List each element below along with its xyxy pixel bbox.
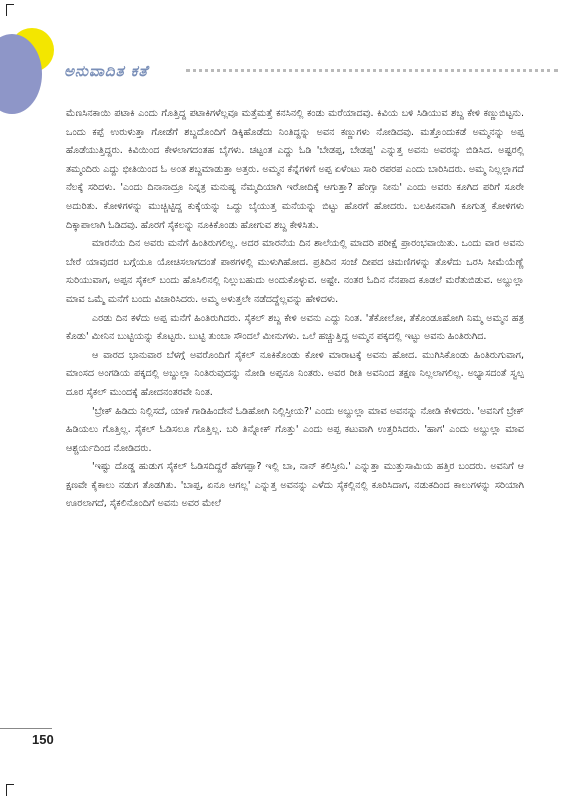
paragraph: 'ಇಷ್ಟು ದೊಡ್ಡ ಹುಡುಗ ಸೈಕಲ್ ಓಡಿಸದಿದ್ದರೆ ಹೇಗಪ್ಪಾ? ಇಲ್ಲಿ ಬಾ, ನಾನ್ ಕಲಿಸ್ತೀನಿ.' ಎನ್ನುತ್ತಾ ಮುತ್ತುಸಾಮಿಯ ಹತ್ತಿರ ಬಂದರು. ಅವನಿಗೆ ಆ ಕ್ಷಣವೇ ಕೈಕಾಲು ನಡುಗ ತೊಡಗಿತು. 'ಬಾಪ್ಪ, ಏನೂ ಆಗಲ್ಲ' ಎನ್ನುತ್ತ ಅವನನ್ನು ಎಳೆದು ಸೈಕಲ್ಲಿನಲ್ಲಿ ಕೂರಿಸಿದಾಗ, ನಡುಕದಿಂದ ಕಾಲುಗಳನ್ನು ಸರಿಯಾಗಿ ಊರಲಾಗದೆ, ಸೈಕಲಿನೊಂದಿಗೆ ಅವನು ಅವರ ಮೇಲೆ — [66, 461, 524, 510]
crop-mark-top-horizontal — [6, 4, 14, 5]
section-title: ಅನುವಾದಿತ ಕತೆ — [64, 62, 149, 80]
page-number: 150 — [32, 732, 54, 747]
crop-mark-bottom-horizontal — [6, 784, 14, 785]
page-number-rule — [0, 728, 52, 729]
dotted-rule — [186, 69, 558, 72]
paragraph: 'ಬ್ರೇಕ್ ಹಿಡಿದು ನಿಲ್ಲಿಸದೆ, ಯಾಕೆ ಗಾಡಿಹಿಂದೇನೆ ಓಡಿಹೋಗಿ ನಿಲ್ಲಿಸ್ತೀಯ?' ಎಂದು ಅಬ್ದುಲ್ಲಾ ಮಾವ ಅವನನ್ನು ನೋಡಿ ಕೇಳಿದರು. 'ಅವನಿಗೆ ಬ್ರೇಕ್ ಹಿಡಿಯಲು ಗೊತ್ತಿಲ್ಲ. ಸೈಕಲ್ ಓಡಿಸಲೂ ಗೊತ್ತಿಲ್ಲ. ಬರಿ ತಿನ್ನೋಕ್ ಗೊತ್ತು' ಎಂದು ಅಪ್ಪ ಕಟುವಾಗಿ ಉತ್ತರಿಸಿದರು. 'ಹಾಗ' ಎಂದು ಅಬ್ದುಲ್ಲಾ ಮಾವ ಆಶ್ಚರ್ಯದಿಂದ ನೋಡಿದರು. — [66, 405, 524, 454]
paragraph: ಆ ವಾರದ ಭಾನುವಾರ ಬೆಳಗ್ಗೆ ಅವರೊಂದಿಗೆ ಸೈಕಲ್ ನೂಕಿಕೊಂಡು ಕೋಳಿ ಮಾರಾಟಕ್ಕೆ ಅವನು ಹೋದ. ಮುಗಿಸಿಕೊಂಡು ಹಿಂತಿರುಗುವಾಗ, ಮಾಂಸದ ಅಂಗಡಿಯ ಪಕ್ಕದಲ್ಲಿ ಅಬ್ದುಲ್ಲಾ ನಿಂತಿರುವುದನ್ನು ನೋಡಿ ಅಪ್ಪನೂ ನಿಂತರು. ಅವರ ರೀತಿ ಅವನಿಂದ ತಕ್ಷಣ ನಿಲ್ಲಲಾಗಲಿಲ್ಲ. ಅಭ್ಯಾಸದಂತೆ ಸ್ವಲ್ಪ ದೂರ ಸೈಕಲ್ ಮುಂದಕ್ಕೆ ಹೋದನಂತರವೇ ನಿಂತ. — [66, 349, 524, 398]
story-body — [66, 105, 524, 514]
paragraph: ಮಾರನೆಯ ದಿನ ಅವರು ಮನೆಗೆ ಹಿಂತಿರುಗಲಿಲ್ಲ. ಅದರ ಮಾರನೆಯ ದಿನ ಶಾಲೆಯಲ್ಲಿ ಮಾದರಿ ಪರೀಕ್ಷೆ ಪ್ರಾರಂಭವಾಯಿತು. ಒಂದು ವಾರ ಅವನು ಬೇರೆ ಯಾವುದರ ಬಗ್ಗೆಯೂ ಯೋಚಿಸಲಾಗದಂತೆ ಪಾಠಗಳಲ್ಲಿ ಮುಳುಗಿಹೋದ. ಪ್ರತಿದಿನ ಸಂಜೆ ದೀಪದ ಚಿಮಣಿಗಳನ್ನು ತೊಳೆದು ಒರಸಿ ಸೀಮೆಯೆಣ್ಣೆ ಸುರಿಯುವಾಗ, ಅಪ್ಪನ ಸೈಕಲ್ ಬಂದು ಹೊಸಿಲಿನಲ್ಲಿ ನಿಲ್ಲುಬಹುದು ಅಂದುಕೊಳ್ಳುವ. ಅಷ್ಟೇ. ನಂತರ ಓದಿನ ನೆನಪಾದ ಕೂಡಲೆ ಮರೆತುಬಿಡುವ. ಅಬ್ದುಲ್ಲಾ ಮಾವ ಒಮ್ಮೆ ಮನೆಗೆ ಬಂದು ವಿಚಾರಿಸಿದರು. ಅಮ್ಮ ಅಳುತ್ತಲೇ ನಡೆದದ್ದೆಲ್ಲವನ್ನು ಹೇಳಿದಳು. — [66, 238, 524, 305]
crop-mark-bottom-vertical — [6, 784, 7, 796]
paragraph: ಎರಡು ದಿನ ಕಳೆದು ಅಪ್ಪ ಮನೆಗೆ ಹಿಂತಿರುಗಿದರು. ಸೈಕಲ್ ಶಬ್ದ ಕೇಳಿ ಅವನು ಎದ್ದು ನಿಂತ. 'ತೆಕೋಲೋ, ತೆಕೊಂಡೂಹೋಗಿ ನಿಮ್ಮ ಅಮ್ಮನ ಹತ್ರ ಕೊಡು' ಮೀನಿನ ಬುಟ್ಟಿಯನ್ನು ಕೊಟ್ಟರು. ಬುಟ್ಟಿ ತುಂಬಾ ಸೌಂದಲೆ ಮೀನುಗಳು. ಒಲೆ ಹಚ್ಚುತ್ತಿದ್ದ ಅಮ್ಮನ ಪಕ್ಕದಲ್ಲಿ ಇಟ್ಟು ಅವನು ಹಿಂತಿರುಗಿದ. — [66, 312, 524, 343]
crop-mark-top-vertical — [6, 4, 7, 16]
header-decoration — [0, 20, 60, 110]
paragraph: ಮೆಣಸಿನಕಾಯಿ ಪಟಾಕಿ ಎಂದು ಗೊತ್ತಿದ್ದ ಪಟಾಕಿಗಳೆಲ್ಲವೂ ಮತ್ತೆಮತ್ತೆ ಕನಸಿನಲ್ಲಿ ಕಂಡು ಮರೆಯಾದವು. ಕಿವಿಯ ಬಳಿ ಸಿಡಿಯುವ ಶಬ್ದ ಕೇಳಿ ಕಣ್ಣುಬಿಟ್ಟನು. ಒಂದು ಕಪ್ಪೆ ಉರುಳುತ್ತಾ ಗೋಡೆಗೆ ಶಬ್ದದೊಂದಿಗೆ ಡಿಕ್ಕಿಹೊಡೆದು ನಿಂತಿದ್ದನ್ನು ಅವನ ಕಣ್ಣುಗಳು ನೋಡಿದವು. ಮತ್ತೊಂದುಕಡೆ ಅಮ್ಮನನ್ನು ಅಪ್ಪ ಹೊಡೆಯುತ್ತಿದ್ದರು. ಕಿವಿಯಿಂದ ಕೇಳಲಾಗದಂತಹ ಬೈಗಳು. ಚಟ್ಟಂತ ಎದ್ದು ಓಡಿ 'ಬೇಡಪ್ಪ, ಬೇಡಪ್ಪ' ಎನ್ನುತ್ತ ಅವನು ಅವರನ್ನು ಬಿಡಿಸಿದ. ಅಷ್ಟರಲ್ಲಿ ತಮ್ಮಂದಿರು ಎದ್ದು ಭೀತಿಯಿಂದ ಓ ಅಂತ ಶಬ್ದಮಾಡುತ್ತಾ ಅತ್ತರು. ಅಮ್ಮನ ಕೆನ್ನೆಗಳಿಗೆ ಅಪ್ಪ ಏಳೆಂಟು ಸಾರಿ ರಪರಪ ಎಂದು ಬಾರಿಸಿದರು. ಅಮ್ಮ ನಿಲ್ಲಲ್ಲಾಗದೆ ನೆಲಕ್ಕೆ ಸರಿದಳು. 'ಎಂದು ದಿನಾನಾದ್ರೂ ನಿನ್ನತ್ರ ಮನುಷ್ಯ ನೆಮ್ಮದಿಯಾಗಿ ಇರೋದಿಕ್ಕೆ ಆಗುತ್ತಾ? ಹೆಂಗ್ಸಾ ನೀನು' ಎಂದು ಅವರು ಕೂಗಿದ ಪರಿಗೆ ಸೂರೇ ಅದುರಿತು. ಕೋಳಿಗಳನ್ನು ಮುಚ್ಚಿಟ್ಟಿದ್ದ ಕುಕ್ಕೆಯನ್ನು ಒದ್ದು ಬೈಯುತ್ತ ಮನೆಯನ್ನು ಬಿಟ್ಟು ಹೊರಗೆ ಹೋದರು. ಬಲಹೀನವಾಗಿ ಕೂಗುತ್ತ ಕೋಳಿಗಳು ದಿಕ್ಕಾಪಾಲಾಗಿ ಓಡಿದವು. ಹೊರಗೆ ಸೈಕಲನ್ನು ನೂಕಿಕೊಂಡು ಹೋಗುವ ಶಬ್ದ ಕೇಳಿಸಿತು. — [66, 108, 524, 231]
